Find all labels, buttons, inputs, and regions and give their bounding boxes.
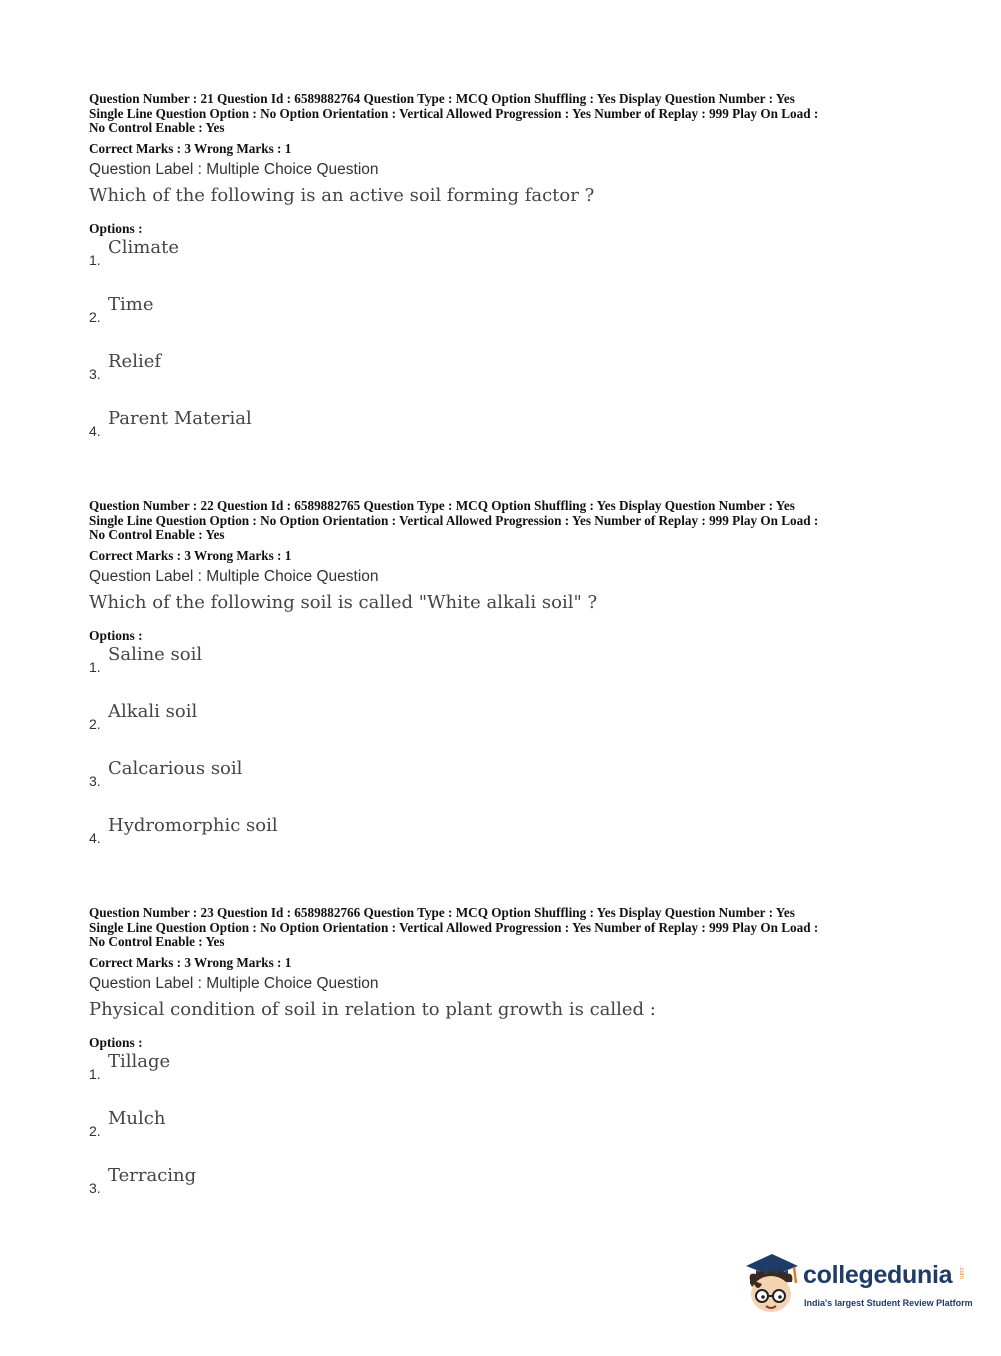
option-text: Alkali soil (108, 700, 198, 722)
option-text: Terracing (108, 1164, 197, 1186)
option-item (89, 815, 919, 872)
options-label: Options : (89, 627, 143, 643)
question-label: Question Label : Multiple Choice Question (89, 160, 379, 178)
options-label: Options : (89, 1034, 143, 1050)
eye-left (761, 1295, 765, 1299)
option-item (89, 1165, 919, 1222)
question-meta: Question Number : 22 Question Id : 6589882765 Question Type : MCQ Option Shuffling : Yes Display Question Number : Yes Single Line Question Option : No Option Orientation : Vertical Allowed Progression : Yes Number of Replay : 999 Play On Load : No Control Enable : Yes (89, 498, 819, 543)
option-number: 2. (89, 1122, 101, 1139)
option-number: 1. (89, 251, 101, 268)
option-text: Time (108, 293, 154, 315)
question-label: Question Label : Multiple Choice Question (89, 567, 379, 585)
option-number: 4. (89, 829, 101, 846)
option-text: Calcarious soil (108, 757, 243, 779)
question-marks: Correct Marks : 3 Wrong Marks : 1 (89, 954, 292, 970)
option-number: 4. (89, 422, 101, 439)
option-number: 2. (89, 715, 101, 732)
option-number: 3. (89, 772, 101, 789)
brand-name: collegedunia (803, 1261, 953, 1289)
options-label: Options : (89, 220, 143, 236)
option-text: Climate (108, 236, 179, 258)
question-marks: Correct Marks : 3 Wrong Marks : 1 (89, 140, 292, 156)
question-marks: Correct Marks : 3 Wrong Marks : 1 (89, 547, 292, 563)
option-text: Saline soil (108, 643, 203, 665)
option-item (89, 758, 919, 815)
option-item (89, 408, 919, 465)
option-text: Mulch (108, 1107, 166, 1129)
option-item (89, 701, 919, 758)
option-text: Tillage (108, 1050, 171, 1072)
question-text: Which of the following soil is called "White alkali soil" ? (89, 591, 598, 613)
option-number: 1. (89, 658, 101, 675)
option-number: 3. (89, 1179, 101, 1196)
question-block (89, 92, 919, 465)
question-text: Which of the following is an active soil forming factor ? (89, 184, 595, 206)
option-number: 1. (89, 1065, 101, 1082)
question-meta: Question Number : 21 Question Id : 6589882764 Question Type : MCQ Option Shuffling : Yes Display Question Number : Yes Single Line Question Option : No Option Orientation : Vertical Allowed Progression : Yes Number of Replay : 999 Play On Load : No Control Enable : Yes (89, 91, 819, 136)
option-text: Parent Material (108, 407, 252, 429)
cap-tassel (794, 1267, 796, 1283)
question-block (89, 906, 919, 1222)
option-item (89, 294, 919, 351)
collegedunia-logo (742, 1250, 972, 1320)
question-meta: Question Number : 23 Question Id : 6589882766 Question Type : MCQ Option Shuffling : Yes Display Question Number : Yes Single Line Question Option : No Option Orientation : Vertical Allowed Progression : Yes Number of Replay : 999 Play On Load : No Control Enable : Yes (89, 905, 819, 950)
question-text: Physical condition of soil in relation to plant growth is called : (89, 998, 656, 1020)
brand-suffix: .com (958, 1266, 964, 1280)
question-block (89, 499, 919, 872)
option-item (89, 351, 919, 408)
brand-tagline: India's largest Student Review Platform (804, 1298, 973, 1308)
eye-right (778, 1295, 782, 1299)
option-text: Relief (108, 350, 162, 372)
option-item (89, 237, 919, 294)
option-item (89, 1108, 919, 1165)
option-text: Hydromorphic soil (108, 814, 278, 836)
question-label: Question Label : Multiple Choice Question (89, 974, 379, 992)
option-number: 2. (89, 308, 101, 325)
option-number: 3. (89, 365, 101, 382)
mascot-icon (742, 1250, 802, 1316)
option-item (89, 644, 919, 701)
option-item (89, 1051, 919, 1108)
